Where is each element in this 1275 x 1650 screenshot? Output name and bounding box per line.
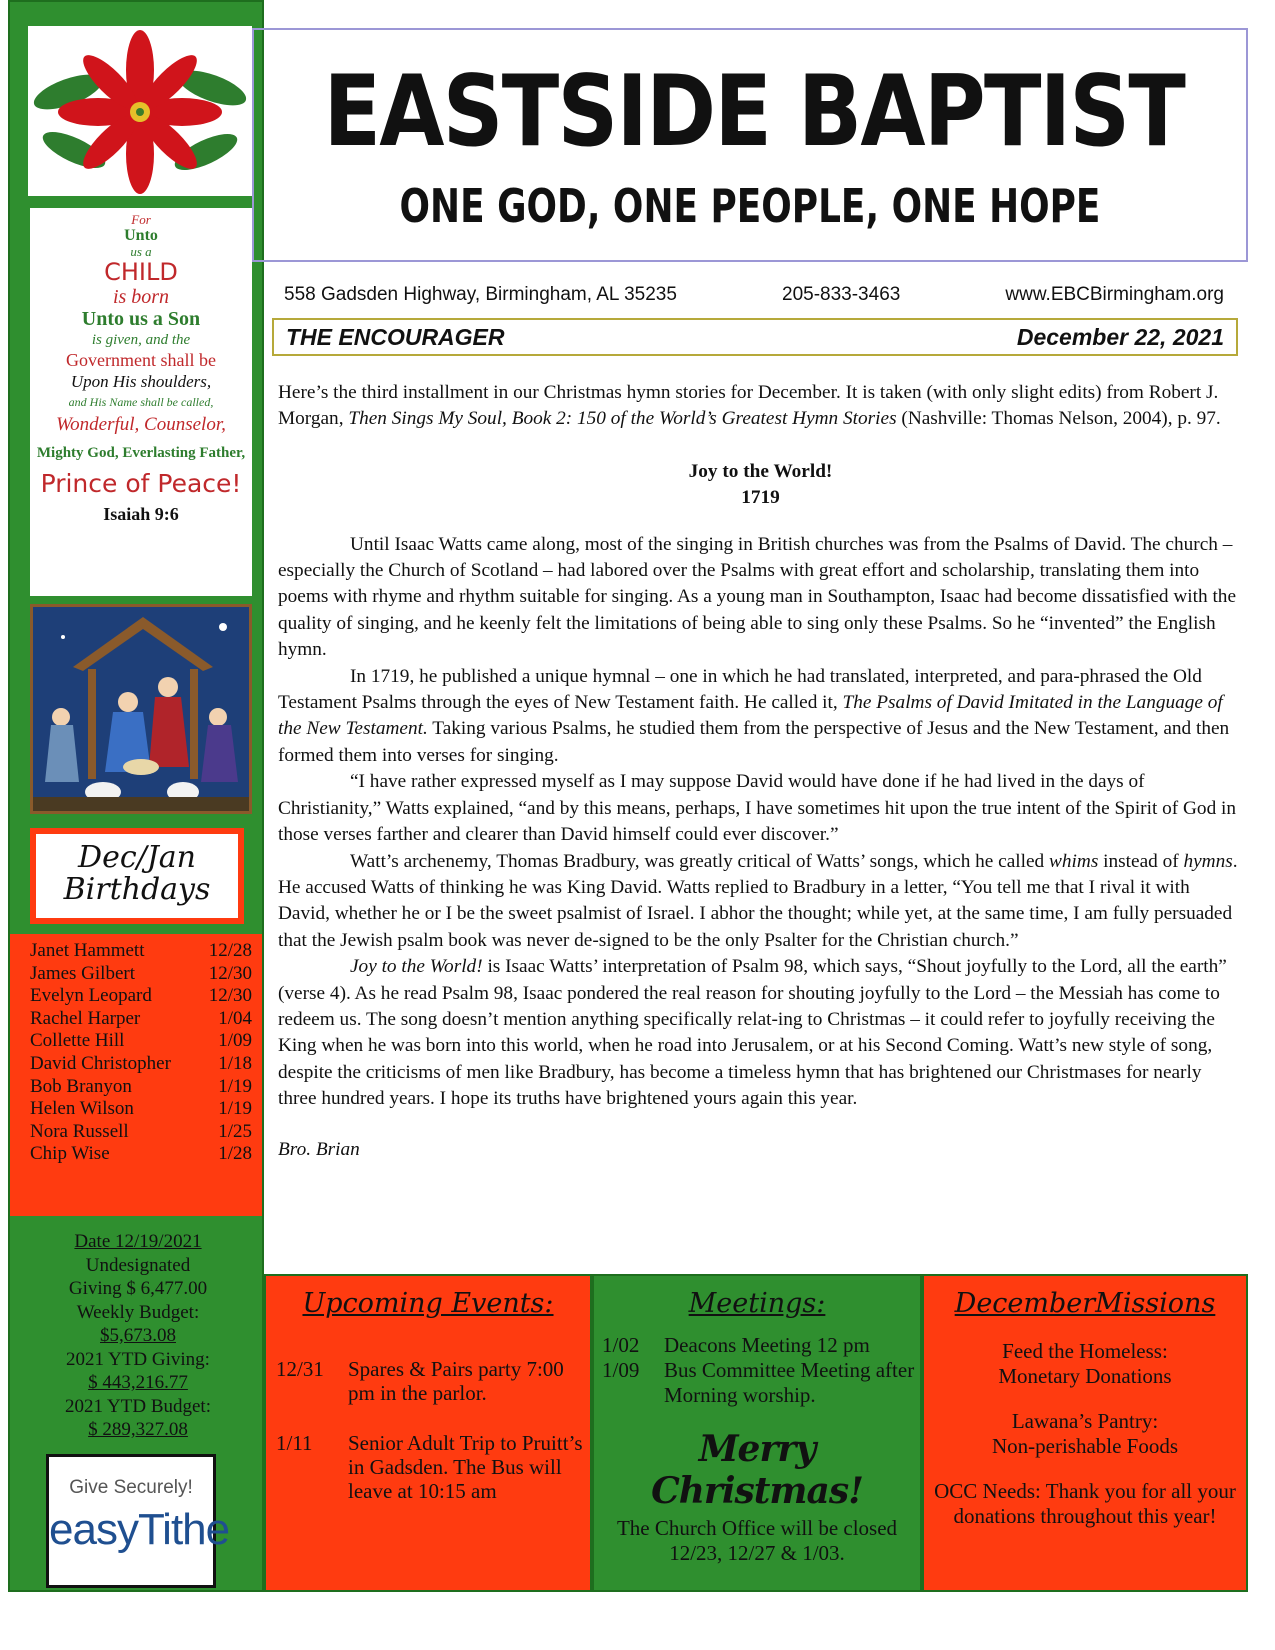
verse-line: Wonderful, Counselor, xyxy=(56,414,226,435)
mission-item-text: Monetary Donations xyxy=(998,1364,1172,1388)
nativity-image xyxy=(30,604,252,814)
birthday-row xyxy=(30,1053,252,1076)
meeting-text: Bus Committee Meeting after Morning worship. xyxy=(664,1358,915,1407)
article-paragraph: Until Isaac Watts came along, most of the singing in British churches was from the Psalms of David. The church – especially the Church of Scotland – had labored over the Psalms with great effort and scholarship, translating them into poems with rhyme and rhythm suitable for singing. As a young man in Southampton, Isaac had become dissatisfied with the quality of singing, and he keenly felt the limitations of being able to sing only these Psalms. So he “invented” the English hymn. xyxy=(278,533,1237,661)
church-name: EASTSIDE BAPTIST xyxy=(323,55,1185,169)
birthday-name: James Gilbert xyxy=(30,962,136,984)
event-date: 1/11 xyxy=(276,1431,313,1455)
ytd-budget-label: 2021 YTD Budget: xyxy=(64,1395,211,1417)
events-title: Upcoming Events: xyxy=(302,1288,554,1319)
newsletter-date: December 22, 2021 xyxy=(1016,323,1224,350)
article-paragraph xyxy=(278,664,1243,770)
paragraph-text: . He accused Watts of thinking he was King David. Watts replied to Bradbury in a letter, “You tell me that I rival it with David, whether he or I be the sweet psalmist of Israel. I abhor the thought; while yet, at the same time, I am fully persuaded that the Jewish psalm book was never de-signed to be the only Psalter for the Christian church.” xyxy=(278,850,1238,951)
birthday-name: Chip Wise xyxy=(30,1143,110,1165)
isaiah-verse-art xyxy=(30,208,252,596)
birthday-date: 12/30 xyxy=(208,962,252,984)
intro-book-title: Then Sings My Soul, Book 2: 150 of the World’s Greatest Hymn Stories xyxy=(348,408,897,430)
birthday-row xyxy=(30,1030,252,1053)
article-paragraph xyxy=(278,849,1243,955)
verse-line: Prince of Peace! xyxy=(40,469,242,498)
birthday-row xyxy=(30,963,252,986)
weekly-budget-value: $5,673.08 xyxy=(100,1325,176,1346)
birthday-date: 12/28 xyxy=(208,940,252,961)
birthday-row xyxy=(30,1143,252,1166)
ytd-giving-value: $ 443,216.77 xyxy=(88,1372,188,1393)
merry-christmas-greeting: Merry Christmas! xyxy=(651,1428,863,1512)
article-signature: Bro. Brian xyxy=(278,1138,360,1160)
birthday-date: 1/18 xyxy=(218,1052,252,1074)
verse-line: Isaiah 9:6 xyxy=(103,504,179,524)
nativity-scene-icon xyxy=(33,607,249,811)
birthday-row xyxy=(30,940,252,963)
paragraph-text: is Isaac Watts’ interpretation of Psalm 98, which says, “Shout joyfully to the Lord, all the earth” (verse 4). As he read Psalm 98, Isaac pondered the real reason for shouting joyfully to the Lord – the Messiah has come to redeem us. The song doesn’t mention anything specifically relat-ing to Christmas – it could refer to joyfully receiving the King when he was born into this world, when he road into Jerusalem, or at his Second Coming. Watt’s new style of song, despite the criticisms of men like Bradbury, has become a timeless hymn that has brightened our Christmases for nearly three hundred years. I hope its truths have brightened yours again this year. xyxy=(278,956,1227,1110)
weekly-budget-label: Weekly Budget: xyxy=(76,1301,200,1323)
birthday-name: David Christopher xyxy=(30,1052,171,1074)
hymn-title: Joy to the World! xyxy=(688,460,833,482)
meeting-date: 1/09 xyxy=(602,1358,640,1382)
birthday-date: 12/30 xyxy=(208,985,252,1007)
birthdays-heading-line1: Dec/Jan xyxy=(78,840,196,875)
event-text: Senior Adult Trip to Pruitt’s in Gadsden. The Bus will leave at 10:15 am xyxy=(348,1431,583,1503)
paragraph-text: Watt’s archenemy, Thomas Bradbury, was greatly critical of Watts’ songs, which he called xyxy=(350,850,1050,872)
tithe-brand-logo: easyTithe xyxy=(49,1505,230,1554)
event-item xyxy=(266,1431,590,1503)
birthdays-heading-box xyxy=(30,828,244,924)
paragraph-text: instead of xyxy=(1098,850,1184,872)
birthday-row xyxy=(30,985,252,1008)
church-website-link[interactable]: www.EBCBirmingham.org xyxy=(1005,284,1224,305)
meetings-title: Meetings: xyxy=(688,1288,826,1319)
verse-line: Government shall be xyxy=(66,350,216,370)
meeting-item xyxy=(594,1333,920,1358)
birthday-name: Helen Wilson xyxy=(30,1098,134,1120)
verse-line: Mighty God, Everlasting Father, xyxy=(36,445,246,461)
verse-line: Upon His shoulders, xyxy=(70,372,212,391)
emphasis-text: whims xyxy=(1049,850,1099,872)
birthdays-heading-line2: Birthdays xyxy=(63,872,211,907)
verse-line: us a xyxy=(130,244,152,259)
church-phone: 205-833-3463 xyxy=(782,284,901,305)
verse-line: CHILD xyxy=(104,258,178,286)
meeting-date: 1/02 xyxy=(602,1333,640,1357)
birthday-name: Janet Hammett xyxy=(30,940,145,961)
poinsettia-image xyxy=(28,26,252,196)
upcoming-events-box xyxy=(264,1274,592,1592)
ytd-budget-value: $ 289,327.08 xyxy=(88,1419,188,1440)
meeting-item xyxy=(594,1358,920,1408)
newsletter-name: THE ENCOURAGER xyxy=(286,323,505,350)
event-date: 12/31 xyxy=(276,1357,324,1381)
verse-line: For xyxy=(131,212,151,227)
birthday-row xyxy=(30,1121,252,1144)
birthday-list xyxy=(10,934,262,1216)
birthday-row xyxy=(30,1008,252,1031)
birthday-row xyxy=(30,1098,252,1121)
hymn-heading xyxy=(278,459,1243,512)
mission-occ-needs: OCC Needs: Thank you for all your donations throughout this year! xyxy=(934,1479,1236,1528)
birthday-date: 1/25 xyxy=(218,1120,252,1142)
verse-line: is given, and the xyxy=(91,332,191,348)
birthday-name: Rachel Harper xyxy=(30,1007,141,1029)
ytd-giving-label: 2021 YTD Giving: xyxy=(66,1348,210,1370)
paragraph-text: Taking various Psalms, he studied them from the perspective of Jesus and the New Testament, and then formed them into verses for singing. xyxy=(278,718,1230,766)
poinsettia-icon xyxy=(28,26,252,196)
hymn-title-inline: Joy to the World! xyxy=(350,956,483,978)
masthead xyxy=(252,28,1248,262)
mission-item-title: Feed the Homeless: xyxy=(1002,1339,1168,1363)
article-body xyxy=(278,380,1243,1163)
book-title: The Psalms of David Imitated in the Language of the New Testament. xyxy=(278,692,1223,740)
paragraph-text: In 1719, he published a unique hymnal – one in which he had translated, interpreted, and para-phrased the Old Testament Psalms through the eyes of New Testament faith. He called it, xyxy=(278,665,1202,714)
birthday-name: Evelyn Leopard xyxy=(30,985,152,1007)
birthday-date: 1/04 xyxy=(218,1007,252,1029)
giving-undesignated-label: Undesignated xyxy=(85,1254,191,1276)
emphasis-text: hymns xyxy=(1183,850,1233,872)
birthday-name: Collette Hill xyxy=(30,1030,125,1052)
verse-line: and His Name shall be called, xyxy=(68,395,214,409)
birthday-date: 1/09 xyxy=(218,1030,252,1052)
mission-item-title: Lawana’s Pantry: xyxy=(1011,1409,1159,1433)
newsletter-banner xyxy=(272,318,1238,356)
verse-line: is born xyxy=(112,286,170,308)
event-text: Spares & Pairs party 7:00 pm in the parlor. xyxy=(348,1357,564,1405)
article-paragraph xyxy=(278,954,1243,1112)
meetings-box xyxy=(592,1274,922,1592)
church-motto: ONE GOD, ONE PEOPLE, ONE HOPE xyxy=(399,179,1101,233)
missions-title: DecemberMissions xyxy=(954,1288,1216,1319)
meeting-text: Deacons Meeting 12 pm xyxy=(664,1333,870,1357)
office-closed-notice: The Church Office will be closed 12/23, 12/27 & 1/03. xyxy=(616,1516,898,1565)
intro-text: (Nashville: Thomas Nelson, 2004), p. 97. xyxy=(896,408,1221,430)
december-missions-box xyxy=(922,1274,1248,1592)
event-item xyxy=(266,1357,590,1405)
tithe-tagline: Give Securely! xyxy=(69,1477,193,1498)
mission-item-text: Non-perishable Foods xyxy=(991,1434,1179,1458)
birthday-date: 1/28 xyxy=(218,1143,252,1165)
birthday-date: 1/19 xyxy=(218,1075,252,1097)
verse-line: Unto us a Son xyxy=(81,308,201,330)
birthday-name: Nora Russell xyxy=(30,1120,129,1142)
giving-amount: Giving $ 6,477.00 xyxy=(68,1278,208,1299)
article-intro xyxy=(278,380,1243,433)
verse-line: Unto xyxy=(124,227,158,244)
birthday-date: 1/19 xyxy=(218,1098,252,1120)
hymn-year: 1719 xyxy=(741,487,780,509)
intro-text: Here’s the third installment in our Christmas hymn stories for December. It is taken (with only slight edits) from Robert J. Morgan, xyxy=(278,382,1219,430)
birthday-row xyxy=(30,1076,252,1099)
giving-date: Date 12/19/2021 xyxy=(74,1231,202,1252)
contact-line xyxy=(284,284,1224,306)
article-paragraph: “I have rather expressed myself as I may suppose David would have done if he had lived in the days of Christianity,” Watts explained, “and by this means, perhaps, I have sometimes hit upon the true intent of the Spirit of God in those verses farther and clearer than David himself could ever discover.” xyxy=(278,771,1237,846)
giving-report xyxy=(18,1230,258,1442)
birthday-name: Bob Branyon xyxy=(30,1075,132,1097)
church-address: 558 Gadsden Highway, Birmingham, AL 35235 xyxy=(284,284,677,305)
easytithe-button[interactable] xyxy=(46,1454,230,1588)
